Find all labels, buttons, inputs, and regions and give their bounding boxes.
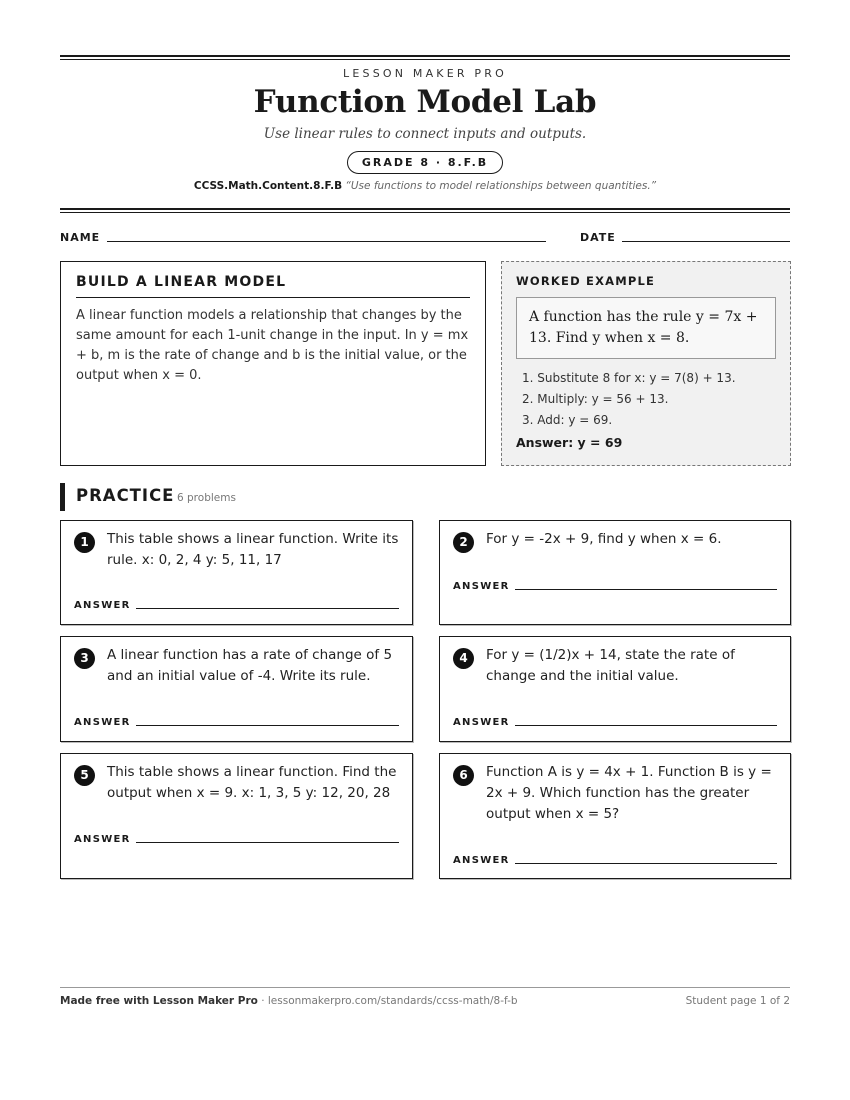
footer-url[interactable]: · lessonmakerpro.com/standards/ccss-math/8-f-b [257,995,518,1007]
problem-number: 4 [453,648,474,669]
worked-example-heading: WORKED EXAMPLE [516,274,656,288]
problem-card-1 [60,520,413,625]
answer-label: ANSWER [453,581,510,592]
worked-example-problem: A function has the rule y = 7x + 13. Find y when x = 8. [516,297,776,359]
answer-field[interactable] [136,725,399,726]
answer-field[interactable] [136,608,399,609]
standard-text: “Use functions to model relationships between quantities.” [345,180,657,192]
step-item: 2. Multiply: y = 56 + 13. [522,392,669,406]
page-title: Function Model Lab [253,84,597,120]
date-field[interactable] [622,241,790,242]
problem-text: For y = (1/2)x + 14, state the rate of change and the initial value. [486,647,735,684]
problem-text: For y = -2x + 9, find y when x = 6. [486,531,722,547]
problem-card-6 [439,753,791,879]
answer-field[interactable] [136,842,399,843]
problem-card-2 [439,520,791,625]
worked-example-answer: Answer: y = 69 [516,435,623,450]
answer-label: ANSWER [74,717,131,728]
problem-number: 5 [74,765,95,786]
step-item: 3. Add: y = 69. [522,413,613,427]
build-text: A linear function models a relationship that changes by the same amount for each 1-unit change in the input. In y = mx + b, m is the rate of change and b is the initial value, or the output when x = 0. [76,308,469,383]
build-linear-model-box [60,261,486,466]
answer-field[interactable] [515,725,777,726]
problem-text: This table shows a linear function. Find the output when x = 9. x: 1, 3, 5 y: 12, 20, 28 [107,764,397,801]
practice-heading [60,483,790,511]
practice-label: PRACTICE [76,486,175,505]
problem-card-5 [60,753,413,879]
problem-number: 6 [453,765,474,786]
problem-number: 1 [74,532,95,553]
footer-rule [60,987,790,988]
step-item: 1. Substitute 8 for x: y = 7(8) + 13. [522,371,736,385]
name-field[interactable] [107,241,546,242]
page-subtitle: Use linear rules to connect inputs and outputs. [263,126,587,142]
answer-label: ANSWER [74,834,131,845]
practice-accent-bar [60,483,65,511]
answer-field[interactable] [515,863,777,864]
problem-number: 3 [74,648,95,669]
answer-label: ANSWER [74,600,131,611]
header-bottom-rule [60,208,790,213]
problem-card-3 [60,636,413,742]
header [60,60,790,192]
footer [60,995,790,1007]
build-heading: BUILD A LINEAR MODEL [76,274,470,298]
brand-label: LESSON MAKER PRO [343,67,507,80]
practice-count: 6 problems [177,492,236,504]
worked-example-box [501,261,791,466]
name-date-fields [60,228,790,248]
answer-label: ANSWER [453,717,510,728]
standard-code: CCSS.Math.Content.8.F.B [193,180,343,192]
answer-field[interactable] [515,589,777,590]
answer-label: ANSWER [453,855,510,866]
name-label: NAME [60,231,101,244]
problem-card-4 [439,636,791,742]
problem-number: 2 [453,532,474,553]
grade-badge: GRADE 8 · 8.F.B [347,151,503,174]
footer-page-number: Student page 1 of 2 [685,995,790,1007]
worked-example-steps [516,368,776,431]
standard-line [60,180,790,192]
problem-text: Function A is y = 4x + 1. Function B is y = 2x + 9. Which function has the greater output when x = 5? [486,764,772,822]
problem-text: A linear function has a rate of change of 5 and an initial value of -4. Write its rule. [107,647,393,684]
date-label: DATE [580,231,616,244]
footer-made-with: Made free with Lesson Maker Pro [60,995,258,1007]
problem-text: This table shows a linear function. Write its rule. x: 0, 2, 4 y: 5, 11, 17 [107,531,399,568]
worksheet-page [60,0,790,1100]
